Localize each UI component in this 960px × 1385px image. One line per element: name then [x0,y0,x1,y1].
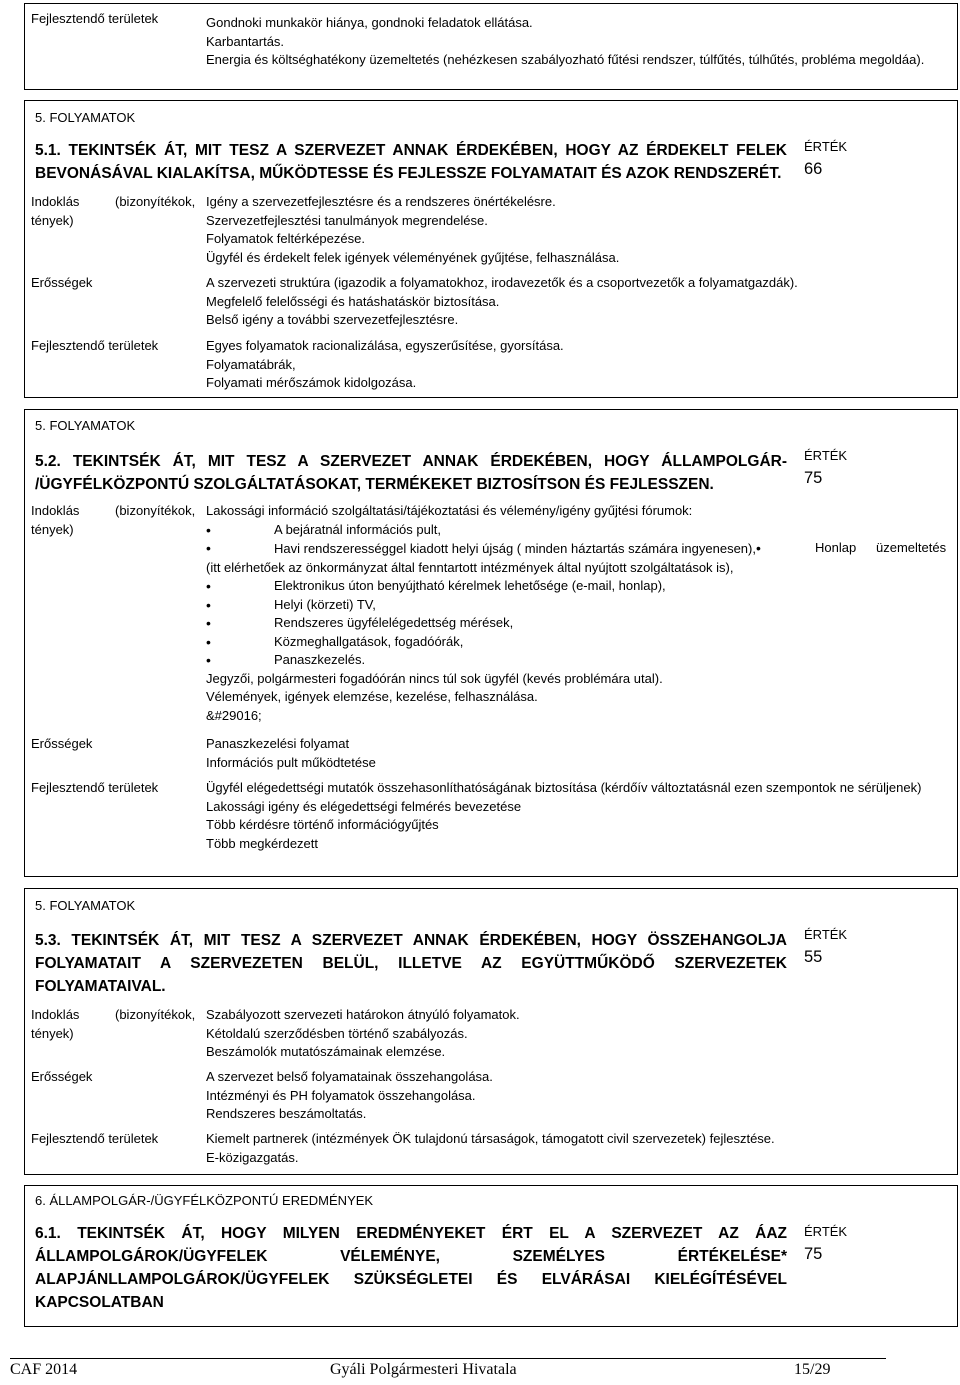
section-title: 6. ÁLLAMPOLGÁR-/ÜGYFÉLKÖZPONTÚ EREDMÉNYEK [35,1193,374,1208]
text-line: Intézményi és PH folyamatok összehangolása. [206,1087,476,1103]
fejlesztendo-label: Fejlesztendő területek [31,780,159,795]
bullet-item: • Rendszeres ügyfélelégedettség mérések, [206,614,951,633]
erossegek-content [206,735,951,772]
indoklas-label: Indoklás (bizonyítékok, tények) [31,194,196,228]
erossegek-label: Erősségek [31,1069,93,1084]
text-paragraph: Energia és költséghatékony üzemeltetés (nehézkesen szabályozható fűtési rendszer, túlfűtés, túlhűtés, probléma megoldáa). [206,52,925,67]
fejlesztendo-content [206,14,951,70]
score-box [804,137,847,179]
text-line: A szervezeti struktúra (igazodik a folyamatokhoz, irodavezetők és a csoportvezetők a folyamatgazdák). [206,275,798,290]
text-line: Panaszkezelési folyamat [206,736,350,751]
criterion-heading [35,929,787,998]
section-title: 5. FOLYAMATOK [35,418,136,433]
heading-line: 5.3. TEKINTSÉK ÁT, MIT TESZ A SZERVEZET ANNAK ÉRDEKÉBEN, HOGY ÖSSZEHANGOLJA [35,932,787,949]
erossegek-content [206,1068,951,1124]
score-value: 75 [804,1245,823,1263]
text-line: (itt elérhetőek az önkormányzat által fenntartott intézmények által nyújtott szolgáltatások is), [206,559,734,575]
heading-line: 5.1. TEKINTSÉK ÁT, MIT TESZ A SZERVEZET ANNAK ÉRDEKÉBEN, HOGY AZ ÉRDEKELT FELEK [35,142,787,159]
indoklas-label: Indoklás (bizonyítékok, tények) [31,1007,196,1041]
page-footer [10,1358,886,1378]
score-value: 75 [804,469,823,487]
text-line: Lakossági igény és elégedettségi felmérés bevezetése [206,798,522,814]
indoklas-content [206,502,951,725]
text-line: Több megkérdezett [206,835,319,851]
bullet-item: • A bejáratnál információs pult, [206,521,951,540]
erossegek-label: Erősségek [31,275,93,290]
text-line: Információs pult működtetése [206,754,376,770]
text-line: A szervezet belső folyamatainak összehangolása. [206,1069,493,1084]
bullet-item: • Helyi (körzeti) TV, [206,596,951,615]
bullet-item: • Elektronikus úton benyújtható kérelmek lehetősége (e-mail, honlap), [206,577,951,596]
fejlesztendo-label: Fejlesztendő területek [31,11,159,26]
score-label: ÉRTÉK [804,1224,848,1239]
section-5-2 [24,409,958,877]
bullet-item: • Közmeghallgatások, fogadóórák, [206,633,951,652]
criterion-heading [35,139,787,185]
section-6-1 [24,1185,958,1327]
text-line: Karbantartás. [206,33,285,49]
text-line: Belső igény a további szervezetfejlesztésre. [206,312,459,327]
heading-line: 6.1. TEKINTSÉK ÁT, HOGY MILYEN EREDMÉNYEKET ÉRT EL A SZERVEZET AZ ÁAZ [35,1225,787,1242]
heading-line: KAPCSOLATBAN [35,1294,164,1311]
section-5-3 [24,888,958,1175]
text-paragraph: Ügyfél elégedettségi mutatók összehasonlíthatóságának biztosítása (kérdőív változtatásnál ezen szempontok ne sérüljenek) [206,780,922,795]
bullet-item: • Havi rendszerességgel kiadott helyi újság ( minden háztartás számára ingyenesen),• Honlap üzemeltetés [206,539,951,559]
criterion-heading [35,450,787,496]
text-line: Folyamatok feltérképezése. [206,231,365,246]
section-title: 5. FOLYAMATOK [35,110,136,125]
heading-line: ÁLLAMPOLGÁROK/ÜGYFELEK VÉLEMÉNYE, SZEMÉLYES ÉRTÉKELÉSE* [35,1248,787,1265]
erossegek-content [206,274,951,330]
footer-center: Gyáli Polgármesteri Hivatala [330,1361,517,1378]
score-value: 55 [804,948,823,966]
fejlesztendo-content [206,779,951,853]
score-label: ÉRTÉK [804,927,848,942]
heading-line: /ÜGYFÉLKÖZPONTÚ SZOLGÁLTATÁSOKAT, TERMÉKEKET BIZTOSÍTSON ÉS FEJLESSZEN. [35,476,714,493]
text-line: Egyes folyamatok racionalizálása, egyszerűsítése, gyorsítása. [206,338,564,353]
text-line: Szervezetfejlesztési tanulmányok megrendelése. [206,212,488,228]
fejlesztendo-content [206,1130,951,1167]
score-value: 66 [804,160,823,178]
score-box [804,446,847,488]
text-line: &#29016; [206,707,262,723]
section-title: 5. FOLYAMATOK [35,898,136,913]
text-line: Megfelelő felelősségi és hatáshatáskör biztosítása. [206,293,500,309]
text-line: Lakossági információ szolgáltatási/tájékoztatási és vélemény/igény gyűjtési fórumok: [206,503,693,518]
indoklas-label: Indoklás (bizonyítékok, tények) [31,503,196,537]
score-box [804,1222,847,1264]
indoklas-content [206,193,951,267]
text-line: Folyamatábrák, [206,356,296,372]
fejlesztendo-content [206,337,951,393]
text-line: Jegyzői, polgármesteri fogadóórán nincs túl sok ügyfél (kevés problémára utal). [206,670,663,686]
text-line: Igény a szervezetfejlesztésre és a rendszeres önértékelésre. [206,194,556,209]
footer-page-number: 15/29 [794,1361,831,1378]
text-line: Kétoldalú szerződésben történő szabályozás. [206,1025,468,1041]
criterion-heading [35,1222,787,1314]
text-line: Folyamati mérőszámok kidolgozása. [206,375,417,390]
heading-line: 5.2. TEKINTSÉK ÁT, MIT TESZ A SZERVEZET ANNAK ÉRDEKÉBEN, HOGY ÁLLAMPOLGÁR- [35,453,787,470]
block-prev-fejlesztendo [24,3,958,90]
heading-line: BEVONÁSÁVAL KIALAKÍTSA, MŰKÖDTESSE ÉS FEJLESSZE FOLYAMATAIT ÉS AZOK RENDSZERÉT. [35,165,782,182]
section-5-1 [24,100,958,398]
text-line: Gondnoki munkakör hiánya, gondnoki feladatok ellátása. [206,15,533,30]
heading-line: FOLYAMATAIVAL. [35,978,166,995]
text-line: Több kérdésre történő információgyűjtés [206,817,439,832]
fejlesztendo-label: Fejlesztendő területek [31,338,159,353]
text-line: Vélemények, igények elemzése, kezelése, felhasználása. [206,689,538,704]
heading-line: FOLYAMATAIT A SZERVEZETEN BELÜL, ILLETVE AZ EGYÜTTMŰKÖDŐ SZERVEZETEK [35,955,787,972]
score-label: ÉRTÉK [804,448,848,463]
erossegek-label: Erősségek [31,736,93,751]
text-line: Rendszeres beszámoltatás. [206,1106,367,1121]
text-line: Szabályozott szervezeti határokon átnyúló folyamatok. [206,1007,520,1022]
text-line: Kiemelt partnerek (intézmények ÖK tulajdonú társaságok, támogatott civil szervezetek) fejlesztése. [206,1131,775,1146]
indoklas-content [206,1006,951,1062]
fejlesztendo-label: Fejlesztendő területek [31,1131,159,1146]
text-line: E-közigazgatás. [206,1149,299,1165]
heading-line: ALAPJÁNLLAMPOLGÁROK/ÜGYFELEK SZÜKSÉGLETEI ÉS ELVÁRÁSAI KIELÉGÍTÉSÉVEL [35,1271,787,1288]
footer-left: CAF 2014 [10,1361,78,1378]
score-box [804,925,847,967]
score-label: ÉRTÉK [804,139,848,154]
text-line: Beszámolók mutatószámainak elemzése. [206,1044,446,1059]
text-line: Ügyfél és érdekelt felek igények véleményének gyűjtése, felhasználása. [206,249,620,265]
bullet-item: • Panaszkezelés. [206,651,951,670]
